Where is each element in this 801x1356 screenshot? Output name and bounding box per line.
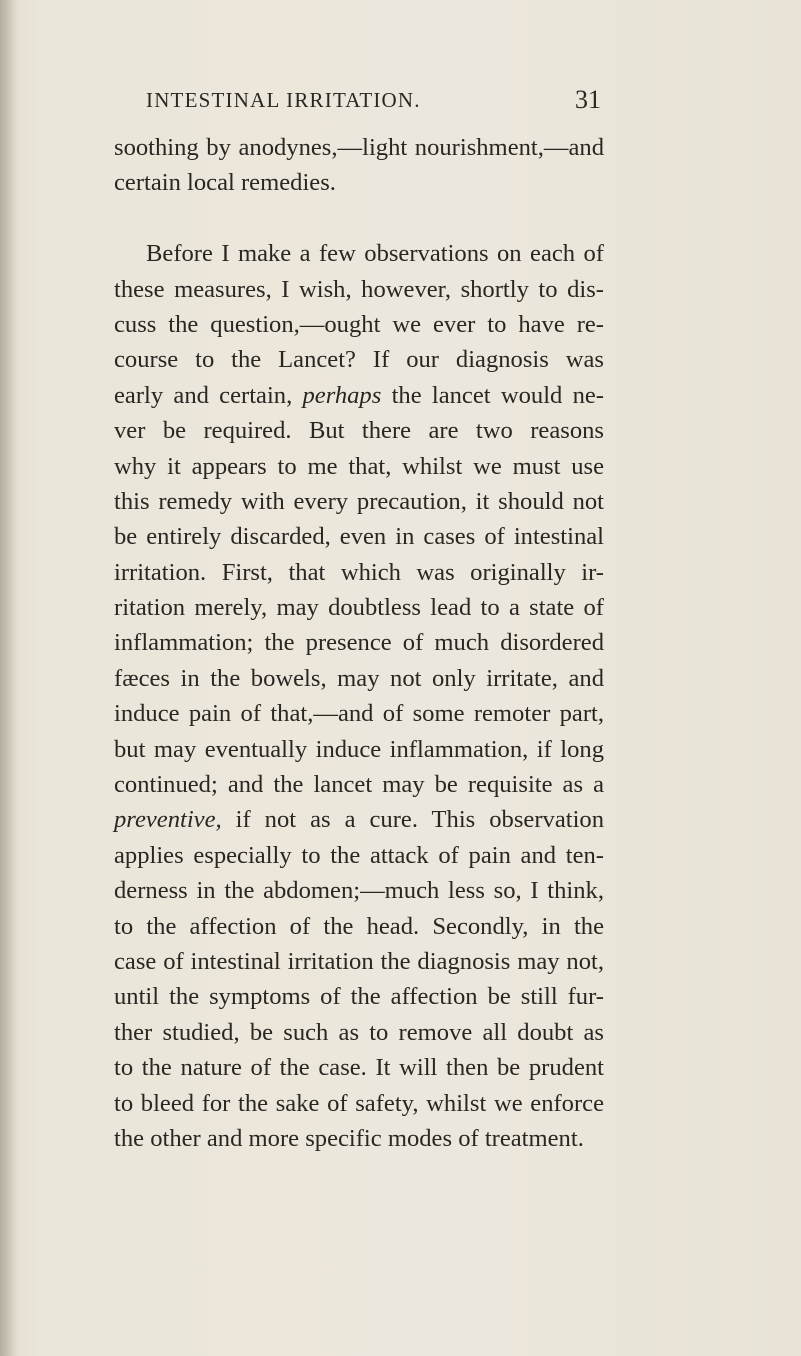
text-line: certain local remedies. <box>114 169 336 197</box>
text-line-mixed <box>114 378 604 413</box>
text-line: but may eventually induce inflammation, if long <box>114 735 604 763</box>
text-span: the lancet would ne- <box>391 381 604 409</box>
paragraph-break <box>114 201 604 236</box>
gutter-shadow <box>0 0 18 1356</box>
text-span: if not as a cure. This observation <box>235 806 604 834</box>
text-line: to the nature of the case. It will then be prudent <box>114 1054 604 1082</box>
text-line: soothing by anodynes,—light nourishment,—and <box>114 134 604 161</box>
body-text <box>114 130 604 1156</box>
text-line: be entirely discarded, even in cases of intestinal <box>114 523 604 551</box>
text-line: why it appears to me that, whilst we must use <box>114 452 604 480</box>
text-line: inflammation; the presence of much disordered <box>114 629 604 657</box>
text-line: derness in the abdomen;—much less so, I think, <box>114 877 604 905</box>
page-number: 31 <box>575 85 601 114</box>
text-line: ritation merely, may doubtless lead to a state of <box>114 594 604 622</box>
text-line: fæces in the bowels, may not only irritate, and <box>114 664 604 692</box>
text-line: ver be required. But there are two reasons <box>114 417 604 445</box>
text-line: cuss the question,—ought we ever to have re- <box>114 310 604 338</box>
text-line: ther studied, be such as to remove all doubt as <box>114 1018 604 1046</box>
text-line: irritation. First, that which was originally ir- <box>114 558 604 586</box>
text-line: until the symptoms of the affection be still fur- <box>114 983 604 1011</box>
running-head <box>146 85 601 118</box>
text-line: to the affection of the head. Secondly, in the <box>114 912 604 940</box>
text-line: Before I make a few observations on each of <box>146 240 604 268</box>
text-line: this remedy with every precaution, it should not <box>114 487 604 515</box>
italic-word: perhaps <box>302 381 382 409</box>
running-title: INTESTINAL IRRITATION. <box>146 88 421 112</box>
text-line: these measures, I wish, however, shortly to dis- <box>114 275 604 303</box>
text-span: early and certain, <box>114 381 293 409</box>
text-line: induce pain of that,—and of some remoter part, <box>114 700 604 728</box>
text-line: continued; and the lancet may be requisite as a <box>114 771 604 799</box>
text-line: case of intestinal irritation the diagnosis may not, <box>114 947 604 975</box>
text-line-mixed <box>114 802 604 837</box>
italic-word: preventive, <box>114 806 222 834</box>
text-line: applies especially to the attack of pain and ten- <box>114 841 604 869</box>
text-line: to bleed for the sake of safety, whilst we enforce <box>114 1089 604 1117</box>
text-line: course to the Lancet? If our diagnosis was <box>114 346 604 374</box>
text-line: the other and more specific modes of treatment. <box>114 1124 584 1152</box>
